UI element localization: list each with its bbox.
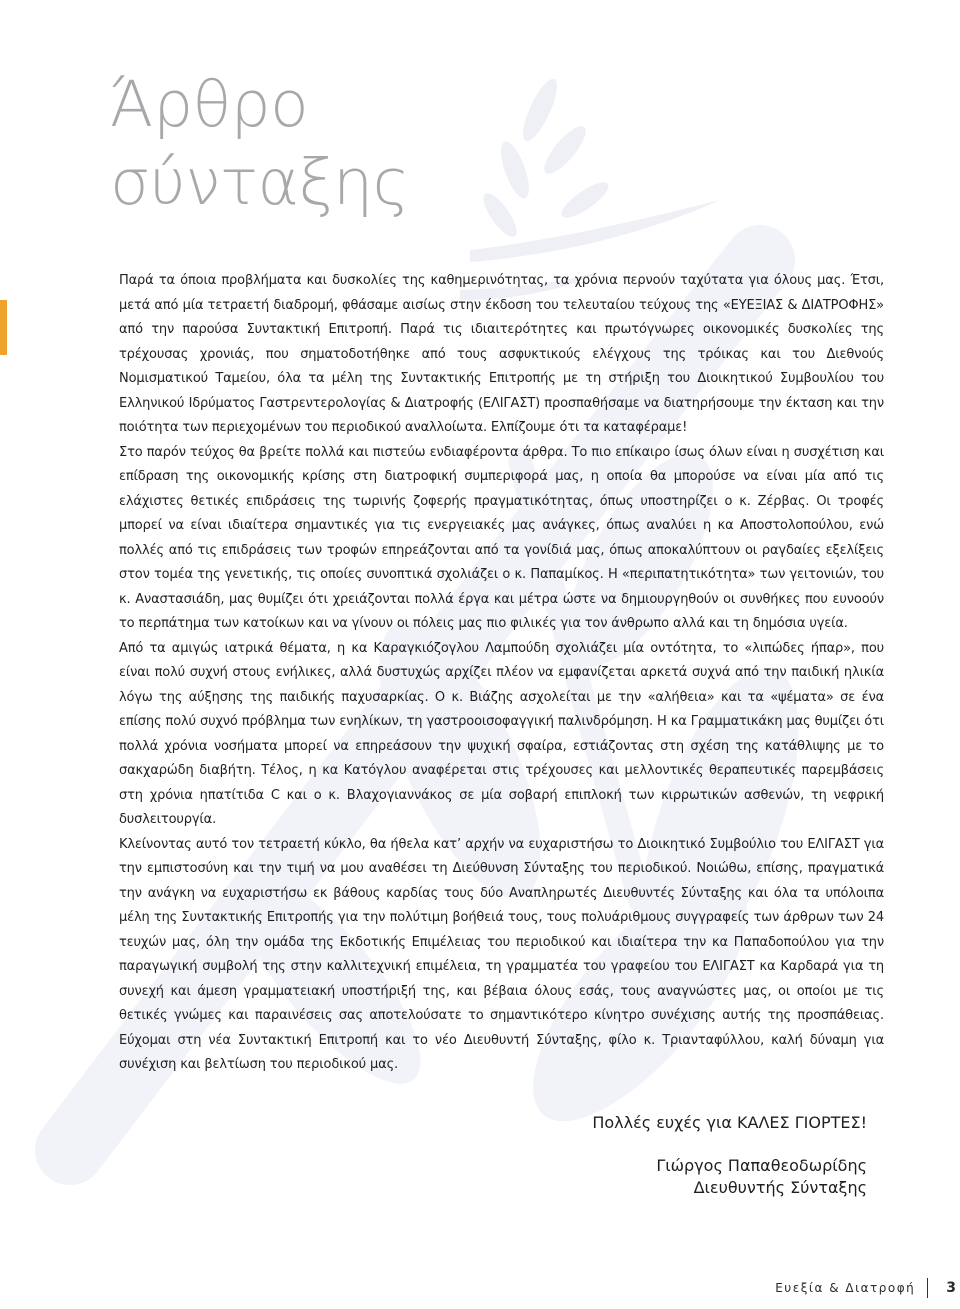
journal-name: Ευεξία & Διατροφή	[775, 1281, 916, 1295]
author-name: Γιώργος Παπαθεοδωρίδης	[656, 1156, 867, 1175]
closing-signature	[592, 1112, 867, 1199]
title-line-1: Άρθρο	[110, 68, 309, 141]
accent-bar	[0, 300, 7, 355]
holiday-greeting: Πολλές ευχές για ΚΑΛΕΣ ΓΙΟΡΤΕΣ!	[592, 1113, 867, 1132]
article-paragraph: Στο παρόν τεύχος θα βρείτε πολλά και πιστεύω ενδιαφέροντα άρθρα. Το πιο επίκαιρο ίσως όλων είναι η συσχέτιση και επίδραση της οικονομικής κρίσης στη διατροφική συμπεριφορά μας, η οποία θα μπορούσε να είναι μία από τις ελάχιστες θετικές επιδράσεις της τωρινής ζοφερής πραγματικότητας, όπως υποστηρίζει ο κ. Ζέρβας. Οι τροφές μπορεί να είναι ιδιαίτερα σημαντικές για τις ενεργειακές μας ανάγκες, όπως αναλύει η κα Αποστολοπούλου, ενώ πολλές από τις επιδράσεις των τροφών επηρεάζονται από τα γονίδιά μας, όπως αποκαλύπτουν οι ραγδαίες εξελίξεις στον τομέα της γενετικής, τις οποίες συνοπτικά σχολιάζει ο κ. Παπαμίκος. Η «περιπατητικότητα» των γειτονιών, του κ. Αναστασιάδη, μας θυμίζει ότι χρειάζονται πολλά έργα και μέτρα ώστε να δημιουργηθούν οι συνθήκες που ευνοούν το περπάτημα των κατοίκων και να γίνουν οι πόλεις μας πιο φιλικές για τον άνθρωπο αλλά και τη δημόσια υγεία.	[119, 444, 884, 631]
article-paragraph: Παρά τα όποια προβλήματα και δυσκολίες της καθημερινότητας, τα χρόνια περνούν ταχύτατα για όλους μας. Έτσι, μετά από μία τετραετή διαδρομή, φθάσαμε αισίως στην έκδοση του τελευταίου τεύχους της «ΕΥΕΞΙΑΣ & ΔΙΑΤΡΟΦΗΣ» από την παρούσα Συντακτική Επιτροπή. Παρά τις ιδιαιτερότητες και πρωτόγνωρες οικονομικές δυσκολίες της τρέχουσας χρονιάς, που σηματοδοτήθηκε από τους ασφυκτικούς ελέγχους της τρόικας και του Διεθνούς Νομισματικού Ταμείου, όλα τα μέλη της Συντακτικής Επιτροπής με τη στήριξη του Διοικητικού Συμβουλίου του Ελληνικού Ιδρύματος Γαστρεντερολογίας & Διατροφής (ΕΛΙΓΑΣΤ) προσπαθήσαμε να διατηρήσουμε την έκταση και την ποιότητα των περιεχομένων του περιοδικού αναλλοίωτα. Ελπίζουμε ότι τα καταφέραμε!	[119, 273, 884, 435]
page-title	[110, 66, 409, 222]
footer-divider	[927, 1278, 928, 1298]
author-role: Διευθυντής Σύνταξης	[693, 1178, 867, 1197]
page-footer	[775, 1277, 960, 1299]
article-body	[119, 269, 884, 1078]
page-number: 3	[946, 1280, 956, 1296]
article-paragraph: Από τα αμιγώς ιατρικά θέματα, η κα Καραγκιόζογλου Λαμπούδη σχολιάζει μία οντότητα, το «λιπώδες ήπαρ», που είναι πολύ συχνή στους ενήλικες, αλλά δυστυχώς αρχίζει πλέον να εμφανίζεται αρκετά συχνά από την παιδική ηλικία λόγω της αύξησης της παιδικής παχυσαρκίας. Ο κ. Βιάζης ασχολείται με την «αλήθεια» και τα «ψέματα» σε ένα επίσης πολύ συχνό πρόβλημα των ενηλίκων, τη γαστροοισοφαγγική παλινδρόμηση. Η κα Γραμματικάκη μας θυμίζει ότι πολλά χρόνια νοσήματα μπορεί να επηρεάσουν την ψυχική σφαίρα, εστιάζοντας στη σχέση της κατάθλιψης με το σακχαρώδη διαβήτη. Τέλος, η κα Κατόγλου αναφέρεται στις τρέχουσες και μελλοντικές θεραπευτικές παρεμβάσεις στη χρόνια ηπατίτιδα C και ο κ. Βλαχογιαννάκος σε μία σοβαρή επιπλοκή των κιρρωτικών ασθενών, τη νεφρική δυσλειτουργία.	[119, 640, 884, 827]
title-line-2: σύνταξης	[110, 146, 410, 219]
article-paragraph: Κλείνοντας αυτό τον τετραετή κύκλο, θα ήθελα κατ’ αρχήν να ευχαριστήσω το Διοικητικό Συμβούλιο του ΕΛΙΓΑΣΤ για την εμπιστοσύνη και την τιμή να μου αναθέσει τη Διεύθυνση Σύνταξης του περιοδικού. Νοιώθω, επίσης, πραγματικά την ανάγκη να ευχαριστήσω εκ βάθους καρδίας τους δύο Αναπληρωτές Διευθυντές Σύνταξης και όλα τα υπόλοιπα μέλη της Συντακτικής Επιτροπής για την πολύτιμη βοήθειά τους, τους πολυάριθμους συγγραφείς των άρθρων των 24 τευχών μας, όλη την ομάδα της Εκδοτικής Επιμέλειας του περιοδικού και ιδιαίτερα την κα Παπαδοπούλου για την παραγωγική συμβολή της στην καλλιτεχνική επιμέλεια, τη γραμματέα του γραφείου του ΕΛΙΓΑΣΤ κα Καρδαρά για τη συνεχή και άμεση γραμματειακή υποστήριξή της, και βέβαια όλους εσάς, τους αναγνώστες μας, οι οποίοι με τις θετικές γνώμες και παραινέσεις σας αποτελούσατε το σημαντικότερο κίνητρο συνέχισης αυτής της προσπάθειας. Εύχομαι στη νέα Συντακτική Επιτροπή και το νέο Διευθυντή Σύνταξης, φίλο κ. Τριανταφύλλου, καλή δύναμη για συνέχιση και βελτίωση του περιοδικού μας.	[119, 836, 884, 1072]
